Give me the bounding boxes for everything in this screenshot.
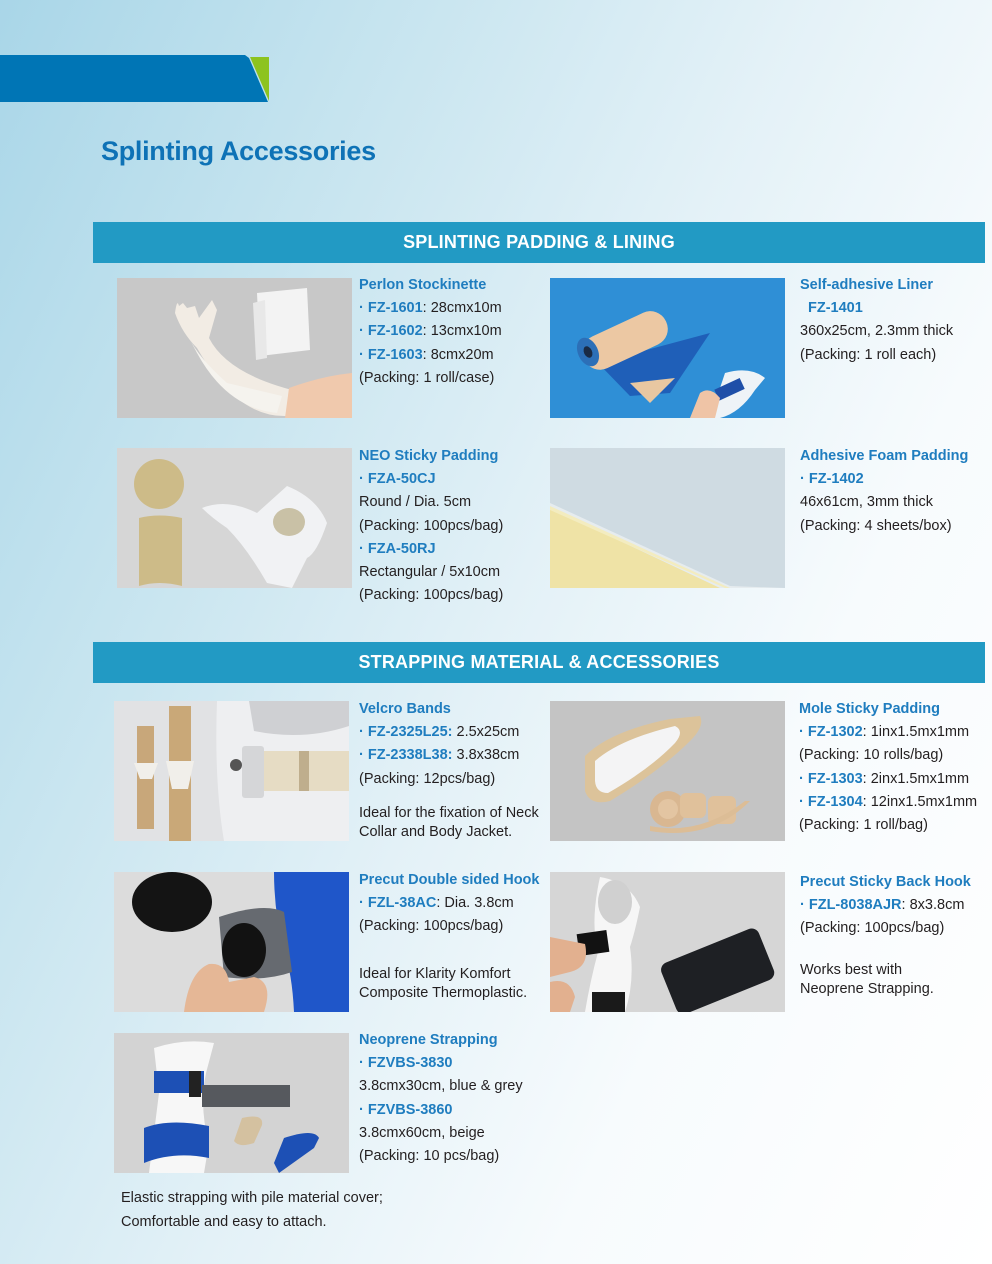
product-packing: (Packing: 100pcs/bag) bbox=[359, 517, 504, 534]
product-image-precut-sticky-back-hook bbox=[550, 872, 785, 1012]
product-spec-line: · FZ-2325L25: 2.5x25cm bbox=[359, 724, 520, 741]
product-image-self-adhesive-liner bbox=[550, 278, 785, 418]
product-spec: 46x61cm, 3mm thick bbox=[800, 494, 933, 511]
product-note: Composite Thermoplastic. bbox=[359, 984, 528, 1001]
product-packing: (Packing: 10 pcs/bag) bbox=[359, 1148, 500, 1165]
product-image-velcro-bands bbox=[114, 701, 349, 841]
product-perlon-stockinette bbox=[359, 274, 502, 390]
product-spec-line: · FZL-38AC: Dia. 3.8cm bbox=[359, 895, 514, 912]
product-code: FZ-1603 bbox=[367, 346, 423, 363]
product-spec-line: · FZ-1603: 8cmx20m bbox=[359, 346, 494, 363]
product-name: Mole Sticky Padding bbox=[799, 701, 940, 717]
product-code: FZ-1304 bbox=[807, 793, 863, 810]
product-note: Neoprene Strapping. bbox=[800, 980, 934, 997]
page-title: Splinting Accessories bbox=[101, 136, 376, 166]
product-name: Neoprene Strapping bbox=[359, 1032, 498, 1048]
product-packing: (Packing: 100pcs/bag) bbox=[800, 920, 945, 937]
footer-note-line: Comfortable and easy to attach. bbox=[121, 1214, 327, 1230]
product-packing: (Packing: 4 sheets/box) bbox=[800, 517, 952, 534]
product-name: Velcro Bands bbox=[359, 701, 451, 717]
product-packing: (Packing: 1 roll each) bbox=[800, 346, 937, 363]
product-spec: Round / Dia. 5cm bbox=[359, 494, 472, 511]
product-spec-line: · FZL-8038AJR: 8x3.8cm bbox=[800, 897, 965, 914]
product-name: NEO Sticky Padding bbox=[359, 448, 499, 464]
product-image-mole-sticky-padding bbox=[550, 701, 785, 841]
product-spec-line: · FZA-50RJ bbox=[359, 540, 436, 557]
product-precut-double-sided-hook bbox=[359, 869, 539, 1003]
product-packing: (Packing: 10 rolls/bag) bbox=[799, 747, 944, 764]
product-spec-line: · FZA-50CJ bbox=[359, 471, 436, 488]
product-image-neo-sticky-padding bbox=[117, 448, 352, 588]
product-name: Precut Sticky Back Hook bbox=[800, 874, 971, 890]
product-image-perlon-stockinette bbox=[117, 278, 352, 418]
product-spec-line: · FZVBS-3860 bbox=[359, 1101, 453, 1118]
section-heading-strapping: STRAPPING MATERIAL & ACCESSORIES bbox=[93, 642, 985, 683]
product-spec-line: · FZ-1402 bbox=[800, 471, 864, 488]
product-name: Precut Double sided Hook bbox=[359, 872, 540, 888]
product-code: FZ-1302 bbox=[807, 724, 863, 741]
product-code: FZA-50RJ bbox=[367, 540, 436, 557]
product-image-precut-double-sided-hook bbox=[114, 872, 349, 1012]
product-code: FZL-8038AJR bbox=[808, 897, 902, 914]
section-heading-padding-lining: SPLINTING PADDING & LINING bbox=[93, 222, 985, 263]
product-spec: 3.8cmx30cm, blue & grey bbox=[359, 1078, 523, 1095]
product-velcro-bands bbox=[359, 698, 539, 842]
product-note: Ideal for Klarity Komfort bbox=[359, 965, 511, 982]
product-name: Self-adhesive Liner bbox=[800, 277, 933, 293]
product-spec-line: · FZ-1304: 12inx1.5mx1mm bbox=[799, 793, 978, 810]
product-spec-line: · FZ-1302: 1inx1.5mx1mm bbox=[799, 724, 970, 741]
product-spec-line: · FZ-1602: 13cmx10m bbox=[359, 323, 502, 340]
product-code: FZVBS-3830 bbox=[367, 1055, 453, 1072]
product-code: FZ-2338L38: bbox=[367, 747, 453, 764]
product-code: FZA-50CJ bbox=[367, 471, 436, 488]
neoprene-footer-note bbox=[121, 1186, 383, 1234]
product-note: Works best with bbox=[800, 961, 903, 978]
product-code: FZ-1303 bbox=[807, 770, 863, 787]
product-neo-sticky-padding bbox=[359, 445, 503, 607]
product-spec-line: · FZ-1303: 2inx1.5mx1mm bbox=[799, 770, 970, 787]
product-neoprene-strapping bbox=[359, 1029, 523, 1168]
product-code: FZL-38AC bbox=[367, 895, 437, 912]
product-spec-line bbox=[800, 297, 953, 320]
product-name: Perlon Stockinette bbox=[359, 277, 487, 293]
product-packing: (Packing: 1 roll/case) bbox=[359, 369, 495, 386]
product-code: FZ-1601 bbox=[367, 300, 423, 317]
product-spec-line: · FZ-2338L38: 3.8x38cm bbox=[359, 747, 520, 764]
product-spec-line: · FZ-1601: 28cmx10m bbox=[359, 300, 502, 317]
product-name: Adhesive Foam Padding bbox=[800, 448, 969, 464]
product-precut-sticky-back-hook bbox=[800, 871, 971, 999]
product-adhesive-foam-padding bbox=[800, 445, 968, 538]
product-image-neoprene-strapping bbox=[114, 1033, 349, 1173]
product-spec: 360x25cm, 2.3mm thick bbox=[800, 323, 954, 340]
product-image-adhesive-foam-padding bbox=[550, 448, 785, 588]
product-code: FZ-1602 bbox=[367, 323, 423, 340]
product-packing: (Packing: 100pcs/bag) bbox=[359, 918, 504, 935]
product-packing: (Packing: 1 roll/bag) bbox=[799, 817, 928, 834]
product-code: FZ-1402 bbox=[808, 471, 864, 488]
product-spec-line: · FZVBS-3830 bbox=[359, 1055, 453, 1072]
product-spec: Rectangular / 5x10cm bbox=[359, 564, 501, 581]
product-code: FZ-1401 bbox=[808, 300, 863, 317]
product-self-adhesive-liner bbox=[800, 274, 953, 367]
header-band-blue bbox=[0, 55, 270, 102]
product-packing: (Packing: 12pcs/bag) bbox=[359, 770, 496, 787]
header-banner bbox=[0, 55, 270, 102]
product-mole-sticky-padding bbox=[799, 698, 977, 837]
product-code: FZ-2325L25: bbox=[367, 724, 453, 741]
product-note: Ideal for the fixation of Neck bbox=[359, 804, 539, 821]
product-code: FZVBS-3860 bbox=[367, 1101, 453, 1118]
product-packing: (Packing: 100pcs/bag) bbox=[359, 587, 504, 604]
footer-note-line: Elastic strapping with pile material cover; bbox=[121, 1190, 383, 1206]
product-note: Collar and Body Jacket. bbox=[359, 823, 513, 840]
product-spec: 3.8cmx60cm, beige bbox=[359, 1124, 485, 1141]
